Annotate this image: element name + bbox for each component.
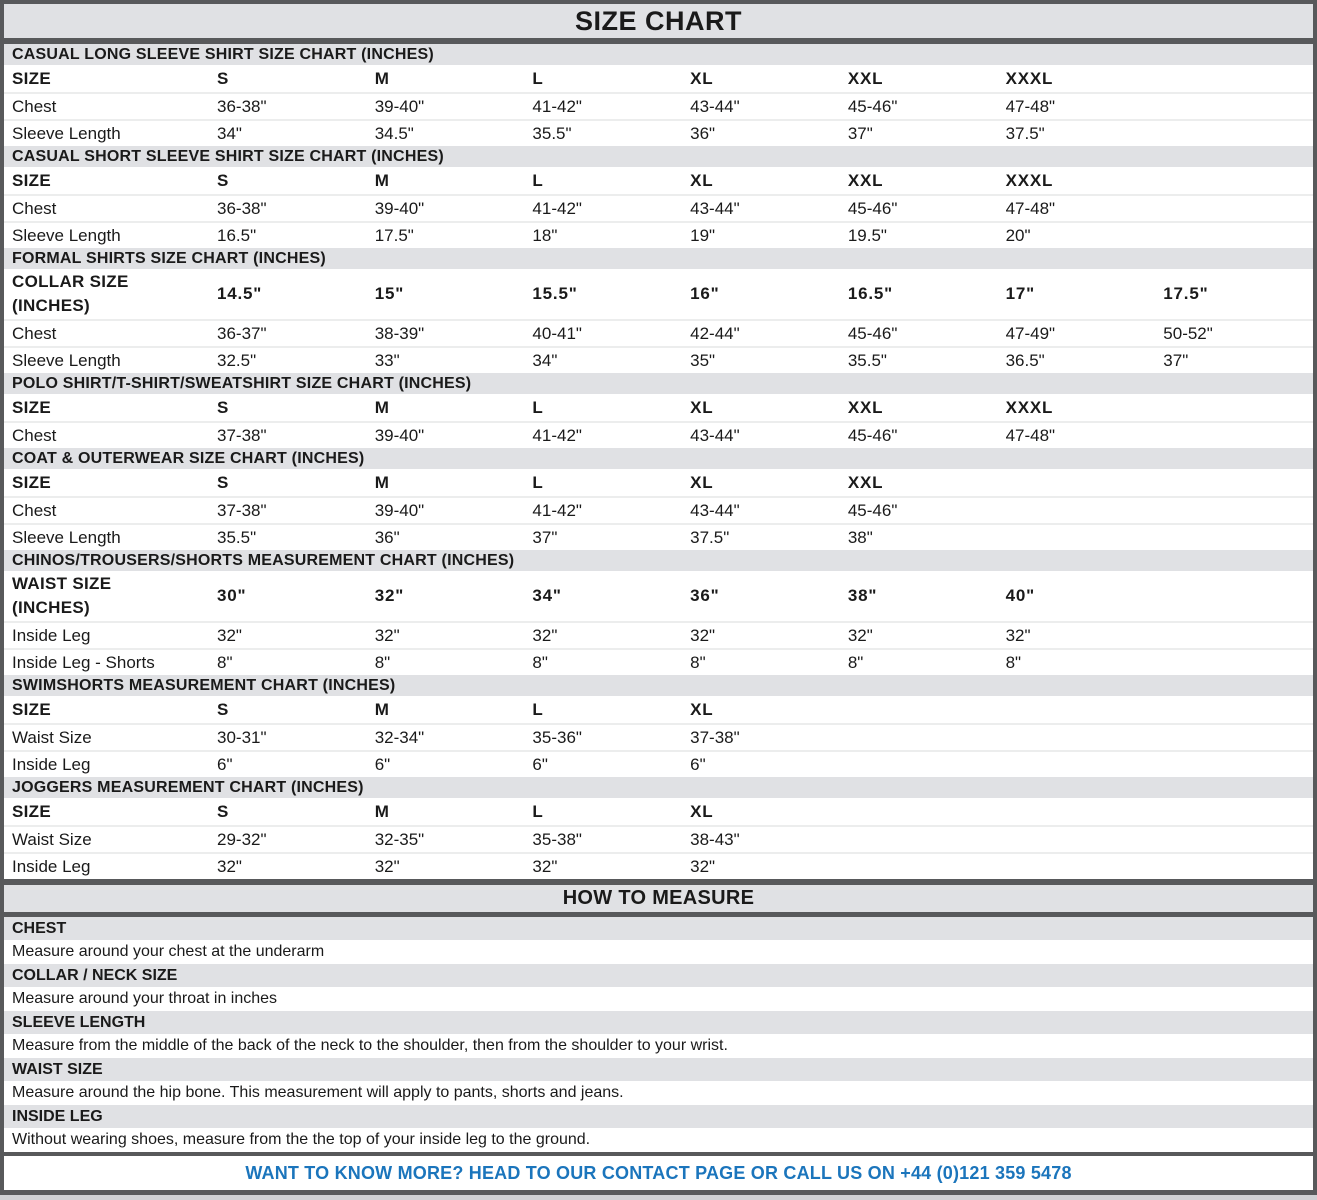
size-value: 41-42"	[532, 96, 582, 116]
section-title: COAT & OUTERWEAR SIZE CHART (INCHES)	[4, 448, 1313, 469]
column-header: XL	[690, 699, 714, 719]
column-header: 32"	[374, 586, 405, 605]
size-value: 47-48"	[1005, 425, 1056, 445]
column-header: XXL	[847, 170, 884, 190]
size-value: 36-38"	[217, 198, 267, 218]
table-row	[4, 621, 1313, 648]
size-value: 47-49"	[1005, 323, 1056, 343]
table-header-label-line: SIZE	[12, 472, 51, 492]
table-header-row	[4, 798, 1313, 825]
column-header: M	[374, 170, 390, 190]
table-row	[4, 221, 1313, 248]
size-value: 39-40"	[374, 500, 425, 520]
column-header: XL	[690, 801, 714, 821]
row-label: Sleeve Length	[12, 527, 121, 547]
size-value: 6"	[217, 754, 233, 774]
table-row	[4, 119, 1313, 146]
column-header: M	[374, 68, 390, 88]
column-header: M	[374, 472, 390, 492]
size-value: 8"	[690, 652, 706, 672]
column-header: XL	[690, 170, 714, 190]
size-value: 6"	[690, 754, 706, 774]
size-value: 35.5"	[532, 123, 572, 143]
row-label: Chest	[12, 323, 57, 343]
size-value: 29-32"	[217, 829, 267, 849]
table-header-label	[4, 398, 209, 418]
size-value: 41-42"	[532, 500, 582, 520]
column-header: 34"	[532, 586, 562, 605]
size-value: 40-41"	[532, 323, 582, 343]
table-header-row	[4, 269, 1313, 319]
size-value: 32"	[690, 625, 716, 645]
column-header: XXL	[847, 68, 884, 88]
size-value: 34.5"	[374, 123, 414, 143]
size-value: 32"	[847, 625, 873, 645]
size-value: 37"	[847, 123, 873, 143]
column-header: XL	[690, 472, 714, 492]
size-value: 43-44"	[690, 96, 740, 116]
row-label: Inside Leg - Shorts	[12, 652, 155, 672]
column-header: 38"	[847, 586, 878, 605]
size-chart-sections	[4, 44, 1313, 879]
table-header-row	[4, 167, 1313, 194]
measure-term: WAIST SIZE	[4, 1058, 1313, 1081]
page-title: SIZE CHART	[4, 4, 1313, 38]
size-value: 17.5"	[374, 225, 414, 245]
measure-term: SLEEVE LENGTH	[4, 1011, 1313, 1034]
size-value: 32-34"	[374, 727, 425, 747]
size-value: 37.5"	[1005, 123, 1045, 143]
table-header-label-line: COLLAR SIZE	[12, 272, 129, 291]
size-value: 32"	[1005, 625, 1031, 645]
table-row	[4, 346, 1313, 373]
column-header: 40"	[1005, 586, 1035, 605]
column-header: 30"	[217, 586, 247, 605]
size-chart-section	[4, 777, 1313, 879]
size-value: 6"	[374, 754, 391, 774]
size-value: 8"	[532, 652, 548, 672]
size-value: 39-40"	[374, 96, 425, 116]
size-value: 36-37"	[217, 323, 267, 343]
column-header: 17.5"	[1163, 284, 1209, 303]
table-header-label-line: (INCHES)	[12, 598, 90, 617]
size-value: 32"	[690, 856, 716, 876]
size-value: 6"	[532, 754, 548, 774]
row-label: Chest	[12, 198, 57, 218]
measure-term: COLLAR / NECK SIZE	[4, 964, 1313, 987]
size-chart-section	[4, 550, 1313, 675]
column-header: S	[217, 68, 230, 88]
measure-term: CHEST	[4, 917, 1313, 940]
size-value: 19.5"	[847, 225, 887, 245]
size-chart-section	[4, 448, 1313, 550]
table-header-label-line: SIZE	[12, 397, 51, 417]
column-header: XXL	[847, 472, 884, 492]
size-value: 32"	[374, 856, 400, 876]
section-title: CASUAL SHORT SLEEVE SHIRT SIZE CHART (INCHES)	[4, 146, 1313, 167]
size-value: 37"	[532, 527, 558, 547]
column-header: XXXL	[1005, 68, 1054, 88]
size-value: 42-44"	[690, 323, 740, 343]
table-row	[4, 523, 1313, 550]
table-header-label	[4, 171, 209, 191]
row-label: Waist Size	[12, 829, 92, 849]
table-header-label-line: WAIST SIZE	[12, 574, 112, 593]
column-header: XXL	[847, 397, 884, 417]
size-value: 36"	[690, 123, 716, 143]
size-value: 32"	[532, 856, 558, 876]
table-header-row	[4, 469, 1313, 496]
size-value: 32"	[217, 856, 242, 876]
size-value: 37.5"	[690, 527, 730, 547]
size-value: 43-44"	[690, 425, 740, 445]
table-header-label	[4, 700, 209, 720]
size-value: 50-52"	[1163, 323, 1213, 343]
column-header: S	[217, 170, 230, 190]
column-header: L	[532, 68, 544, 88]
size-value: 43-44"	[690, 500, 740, 520]
table-header-label	[4, 802, 209, 822]
table-row	[4, 496, 1313, 523]
table-header-label	[4, 69, 209, 89]
size-value: 35"	[690, 350, 716, 370]
table-row	[4, 648, 1313, 675]
size-value: 35-38"	[532, 829, 582, 849]
table-header-label-line: SIZE	[12, 170, 51, 190]
column-header: 16"	[690, 284, 720, 303]
column-header: M	[374, 801, 390, 821]
table-row	[4, 319, 1313, 346]
table-header-label-line: SIZE	[12, 699, 51, 719]
row-label: Sleeve Length	[12, 225, 121, 245]
section-title: JOGGERS MEASUREMENT CHART (INCHES)	[4, 777, 1313, 798]
size-value: 33"	[374, 350, 400, 370]
size-value: 8"	[374, 652, 391, 672]
size-value: 32-35"	[374, 829, 425, 849]
column-header: L	[532, 472, 544, 492]
column-header: XL	[690, 397, 714, 417]
size-value: 32"	[374, 625, 400, 645]
table-header-row	[4, 696, 1313, 723]
size-value: 35-36"	[532, 727, 582, 747]
how-to-measure-title: HOW TO MEASURE	[4, 885, 1313, 912]
row-label: Inside Leg	[12, 856, 91, 876]
table-header-label	[4, 270, 209, 318]
contact-banner-text[interactable]: WANT TO KNOW MORE? HEAD TO OUR CONTACT PAGE OR CALL US ON +44 (0)121 359 5478	[245, 1162, 1072, 1183]
column-header: 17"	[1005, 284, 1035, 303]
table-row	[4, 421, 1313, 448]
table-header-label	[4, 473, 209, 493]
table-row	[4, 723, 1313, 750]
size-value: 35.5"	[847, 350, 887, 370]
size-value: 37"	[1163, 350, 1189, 370]
measure-description: Measure around your throat in inches	[4, 987, 1313, 1011]
column-header: 14.5"	[217, 284, 263, 303]
size-value: 37-38"	[217, 500, 267, 520]
table-row	[4, 852, 1313, 879]
column-header: S	[217, 472, 230, 492]
column-header: 15.5"	[532, 284, 578, 303]
size-value: 41-42"	[532, 198, 582, 218]
row-label: Chest	[12, 425, 57, 445]
section-title: CHINOS/TROUSERS/SHORTS MEASUREMENT CHART (INCHES)	[4, 550, 1313, 571]
size-value: 34"	[217, 123, 242, 143]
size-value: 47-48"	[1005, 198, 1056, 218]
row-label: Inside Leg	[12, 754, 91, 774]
column-header: S	[217, 801, 230, 821]
size-value: 45-46"	[847, 323, 898, 343]
size-value: 16.5"	[217, 225, 257, 245]
table-header-label	[4, 572, 209, 620]
size-value: 32.5"	[217, 350, 257, 370]
size-value: 39-40"	[374, 198, 425, 218]
row-label: Chest	[12, 96, 57, 116]
size-value: 36-38"	[217, 96, 267, 116]
size-value: 30-31"	[217, 727, 267, 747]
column-header: L	[532, 397, 544, 417]
size-value: 45-46"	[847, 96, 898, 116]
column-header: L	[532, 801, 544, 821]
divider	[4, 1190, 1313, 1195]
column-header: L	[532, 699, 544, 719]
column-header: S	[217, 699, 230, 719]
size-value: 34"	[532, 350, 558, 370]
size-value: 41-42"	[532, 425, 582, 445]
column-header: XL	[690, 68, 714, 88]
column-header: M	[374, 397, 390, 417]
size-value: 38-43"	[690, 829, 740, 849]
column-header: XXXL	[1005, 170, 1054, 190]
size-value: 38"	[847, 527, 873, 547]
measure-term: INSIDE LEG	[4, 1105, 1313, 1128]
measure-description: Measure around the hip bone. This measurement will apply to pants, shorts and jeans.	[4, 1081, 1313, 1105]
size-value: 39-40"	[374, 425, 425, 445]
row-label: Sleeve Length	[12, 350, 121, 370]
column-header: L	[532, 170, 544, 190]
column-header: 15"	[374, 284, 405, 303]
size-value: 38-39"	[374, 323, 425, 343]
column-header: S	[217, 397, 230, 417]
size-value: 36"	[374, 527, 400, 547]
size-chart-section	[4, 248, 1313, 373]
size-value: 19"	[690, 225, 716, 245]
size-value: 20"	[1005, 225, 1031, 245]
size-value: 36.5"	[1005, 350, 1045, 370]
size-chart-section	[4, 675, 1313, 777]
row-label: Inside Leg	[12, 625, 91, 645]
size-value: 32"	[217, 625, 242, 645]
column-header: XXXL	[1005, 397, 1054, 417]
size-value: 8"	[217, 652, 233, 672]
contact-banner[interactable]	[4, 1156, 1313, 1190]
table-row	[4, 825, 1313, 852]
table-header-row	[4, 571, 1313, 621]
table-header-label-line: SIZE	[12, 68, 51, 88]
table-header-label-line: (INCHES)	[12, 296, 90, 315]
size-chart-section	[4, 373, 1313, 448]
size-value: 8"	[847, 652, 864, 672]
size-chart-section	[4, 146, 1313, 248]
size-value: 37-38"	[217, 425, 267, 445]
size-value: 8"	[1005, 652, 1022, 672]
column-header: 36"	[690, 586, 720, 605]
table-header-row	[4, 65, 1313, 92]
measure-description: Measure around your chest at the underarm	[4, 940, 1313, 964]
size-value: 45-46"	[847, 500, 898, 520]
table-header-label-line: SIZE	[12, 801, 51, 821]
table-row	[4, 194, 1313, 221]
column-header: M	[374, 699, 390, 719]
size-value: 45-46"	[847, 425, 898, 445]
size-value: 45-46"	[847, 198, 898, 218]
measure-description: Without wearing shoes, measure from the the top of your inside leg to the ground.	[4, 1128, 1313, 1152]
table-row	[4, 750, 1313, 777]
size-value: 43-44"	[690, 198, 740, 218]
how-to-measure-list	[4, 917, 1313, 1152]
table-header-row	[4, 394, 1313, 421]
section-title: SWIMSHORTS MEASUREMENT CHART (INCHES)	[4, 675, 1313, 696]
measure-description: Measure from the middle of the back of the neck to the shoulder, then from the shoulder to your wrist.	[4, 1034, 1313, 1058]
row-label: Waist Size	[12, 727, 92, 747]
column-header: 16.5"	[847, 284, 893, 303]
row-label: Sleeve Length	[12, 123, 121, 143]
section-title: CASUAL LONG SLEEVE SHIRT SIZE CHART (INCHES)	[4, 44, 1313, 65]
size-value: 32"	[532, 625, 558, 645]
size-value: 37-38"	[690, 727, 740, 747]
section-title: FORMAL SHIRTS SIZE CHART (INCHES)	[4, 248, 1313, 269]
table-row	[4, 92, 1313, 119]
row-label: Chest	[12, 500, 57, 520]
size-chart-section	[4, 44, 1313, 146]
size-value: 47-48"	[1005, 96, 1056, 116]
section-title: POLO SHIRT/T-SHIRT/SWEATSHIRT SIZE CHART (INCHES)	[4, 373, 1313, 394]
size-value: 35.5"	[217, 527, 257, 547]
size-value: 18"	[532, 225, 558, 245]
